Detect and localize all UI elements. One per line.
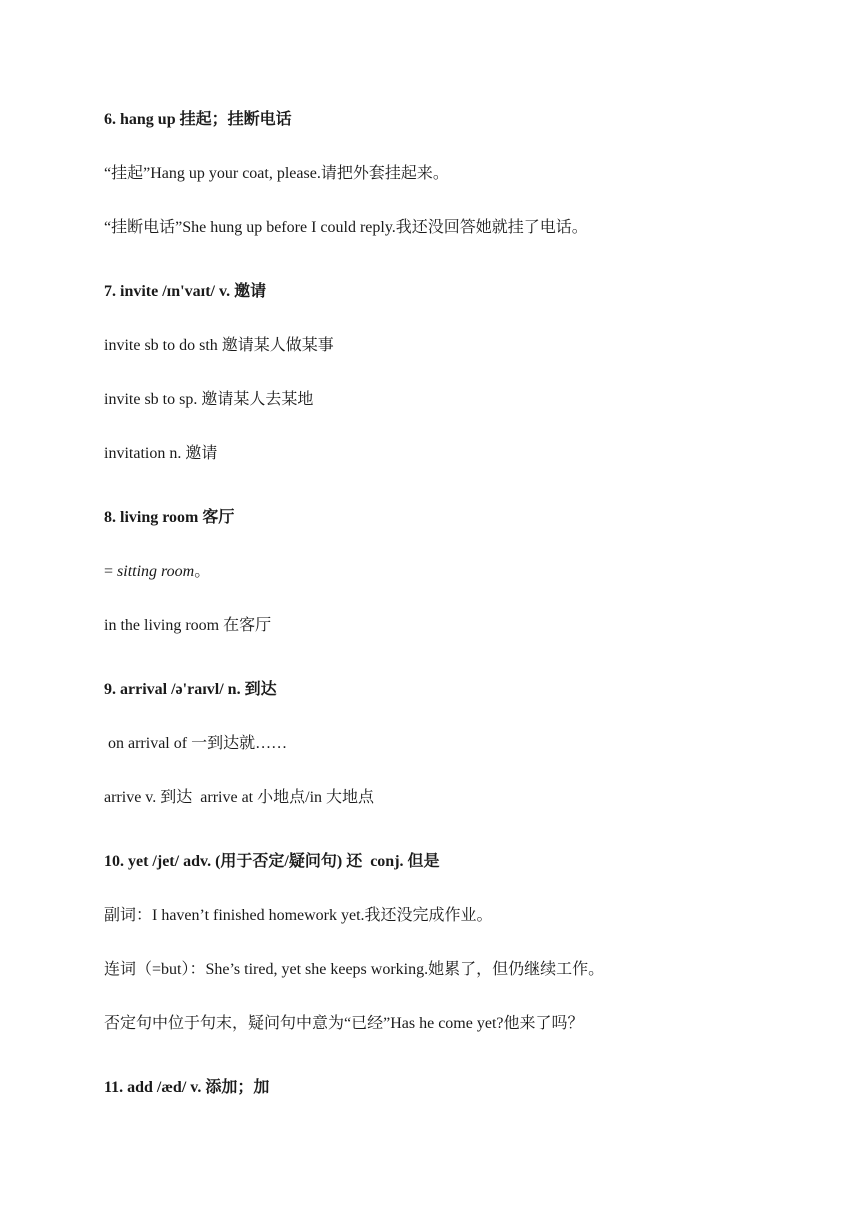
entry-heading-hang-up: 6. hang up 挂起；挂断电话 [104, 111, 292, 128]
entry-line: “挂起”Hang up your coat, please.请把外套挂起来。 [104, 165, 449, 182]
entry-line: on arrival of 一到达就…… [104, 735, 288, 752]
entry-heading-living-room: 8. living room 客厅 [104, 509, 235, 526]
entry-heading-add: 11. add /æd/ v. 添加；加 [104, 1079, 270, 1096]
entry-heading-yet: 10. yet /jet/ adv. (用于否定/疑问句) 还 conj. 但是 [104, 853, 440, 870]
entry-line: invite sb to do sth 邀请某人做某事 [104, 337, 334, 354]
synonym-suffix: 。 [194, 563, 211, 580]
entry-line: arrive v. 到达 arrive at 小地点/in 大地点 [104, 789, 375, 806]
synonym-term: sitting room [117, 563, 195, 580]
entry-heading-arrival: 9. arrival /ə'raɪvl/ n. 到达 [104, 681, 277, 698]
entry-heading-invite: 7. invite /ɪn'vaɪt/ v. 邀请 [104, 283, 267, 300]
entry-line: invitation n. 邀请 [104, 445, 218, 462]
entry-line-synonym [104, 562, 210, 582]
entry-line: 连词（=but）：She’s tired, yet she keeps working.她累了，但仍继续工作。 [104, 961, 605, 978]
entry-line: 否定句中位于句末，疑问句中意为“已经”Has he come yet?他来了吗？ [104, 1015, 584, 1032]
entry-line: invite sb to sp. 邀请某人去某地 [104, 391, 314, 408]
entry-line: 副词：I haven’t finished homework yet.我还没完成作业。 [104, 907, 493, 924]
synonym-prefix: = [104, 563, 118, 580]
entry-line: in the living room 在客厅 [104, 617, 272, 634]
entry-line: “挂断电话”She hung up before I could reply.我还没回答她就挂了电话。 [104, 219, 588, 236]
